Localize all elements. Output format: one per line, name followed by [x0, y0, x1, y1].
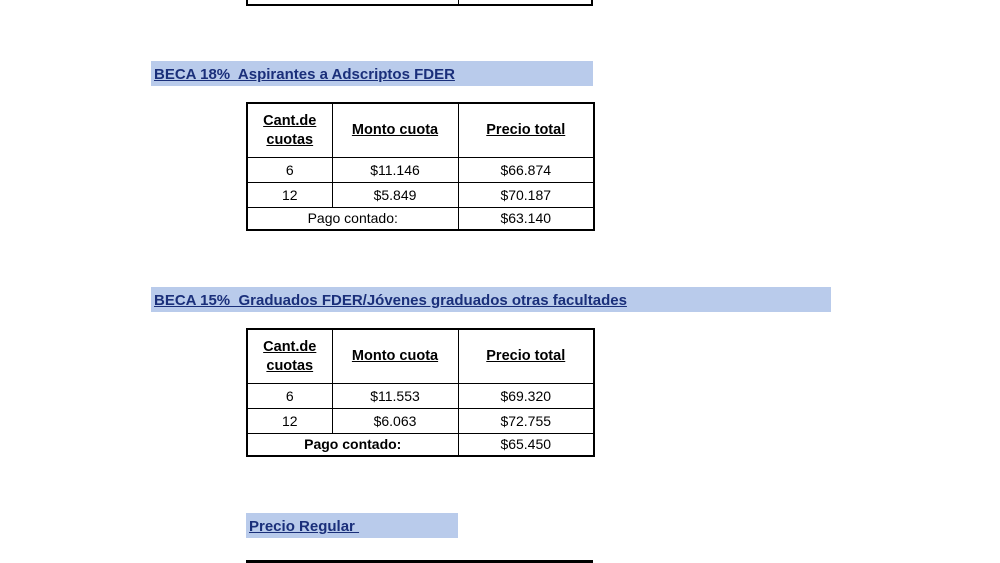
fee-table-beca-15	[246, 328, 595, 457]
table-header-row	[247, 329, 594, 384]
table-row	[247, 183, 594, 208]
cell-monto: $11.146	[332, 158, 458, 183]
header-precio-total: Precio total	[458, 103, 594, 158]
cell-cuotas: 12	[247, 183, 332, 208]
cell-contado-label: Pago contado:	[247, 208, 458, 231]
header-precio-total: Precio total	[458, 329, 594, 384]
header-monto-cuota: Monto cuota	[332, 103, 458, 158]
cell-total: $66.874	[458, 158, 594, 183]
cell-cuotas: 6	[247, 158, 332, 183]
cell-monto: $6.063	[332, 409, 458, 434]
table-row-contado	[247, 434, 594, 457]
cell-monto: $5.849	[332, 183, 458, 208]
previous-table-fragment	[246, 0, 593, 6]
cell-contado-value: $63.140	[458, 208, 594, 231]
section-title-text: Precio Regular	[249, 518, 360, 535]
section-title-beca-15	[151, 287, 831, 312]
cell-cuotas: 12	[247, 409, 332, 434]
fee-table-beca-18	[246, 102, 595, 231]
section-title-text: BECA 15% Graduados FDER/Jóvenes graduados otras facultades	[154, 292, 627, 309]
cell-cuotas: 6	[247, 384, 332, 409]
cell-total: $70.187	[458, 183, 594, 208]
table-row	[247, 158, 594, 183]
table-row	[247, 409, 594, 434]
table-header-row	[247, 103, 594, 158]
cell-total: $69.320	[458, 384, 594, 409]
table-row-contado	[247, 208, 594, 231]
section-title-text: BECA 18% Aspirantes a Adscriptos FDER	[154, 66, 455, 83]
section-title-beca-18	[151, 61, 593, 86]
header-cant-cuotas: Cant.de cuotas	[247, 103, 332, 158]
cell-total: $72.755	[458, 409, 594, 434]
table-divider	[458, 0, 459, 4]
header-cant-cuotas: Cant.de cuotas	[247, 329, 332, 384]
cell-contado-value: $65.450	[458, 434, 594, 457]
table-row	[247, 384, 594, 409]
cell-contado-label: Pago contado:	[247, 434, 458, 457]
cell-monto: $11.553	[332, 384, 458, 409]
header-monto-cuota: Monto cuota	[332, 329, 458, 384]
section-title-precio-regular	[246, 513, 458, 538]
